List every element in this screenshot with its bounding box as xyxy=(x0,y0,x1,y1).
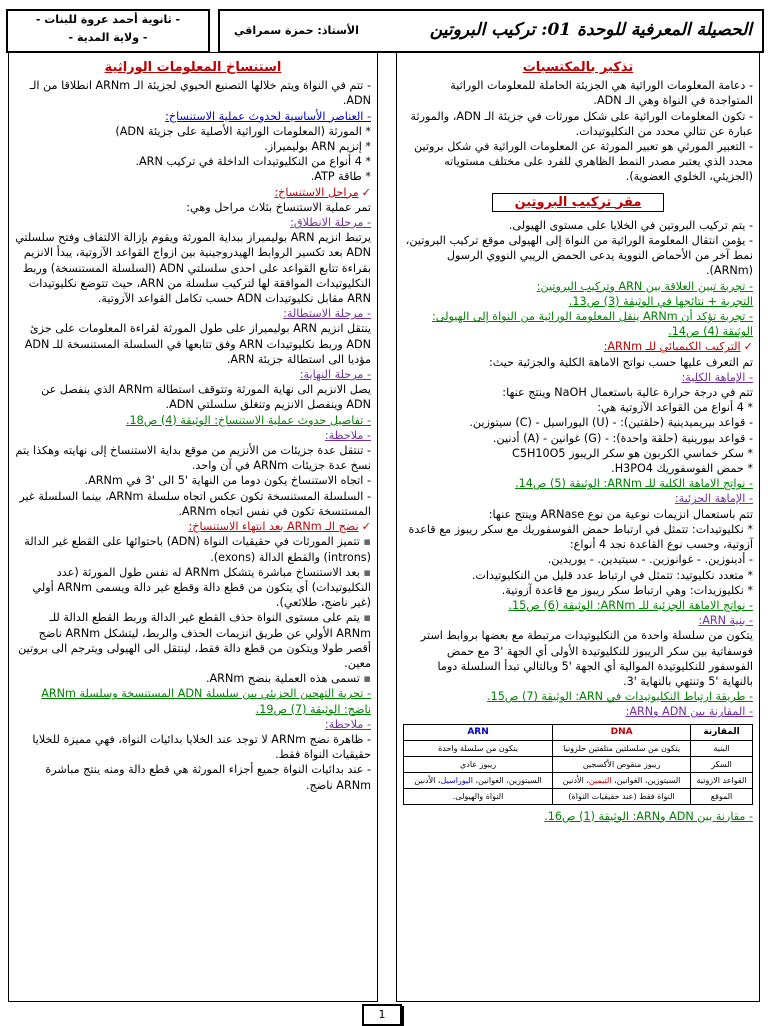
table-cell: يتكون من سلسلة واحدة xyxy=(404,740,553,756)
paragraph: * 4 أنواع من القواعد الآزوتية هي: xyxy=(597,401,753,415)
table-cell: النواة والهيولى. xyxy=(404,788,553,804)
base-list: ، الأدنين xyxy=(562,775,589,785)
paragraph: تتميز المورثات في حقيقيات النواة (ADN) باحتوائها على القطع غير الدالة (introns) والقطع الدالة (exons). xyxy=(24,535,371,564)
teacher-name: الأستاذ: حمزة سمراقي xyxy=(234,24,359,37)
paragraph: * 4 أنواع من النكليوتيدات الداخلة في تركيب ARN. xyxy=(135,155,371,169)
subheading: - الإماهة الجزئية: xyxy=(674,492,753,506)
document-reference: - تجربة تبين العلاقة بين ARN وتركيب البروتين: xyxy=(536,279,753,293)
paragraph: - عند بدائيات النواة جميع أجزاء المورثة هي قطع دالة ومنه ينتج مباشرة ARNm ناضج. xyxy=(45,763,371,792)
table-row xyxy=(404,788,753,804)
paragraph: يتكون من سلسلة واحدة من النكليوتيدات مرتبطة مع بعضها بروابط استر فوسفاتية بين سكر الريبوز للنكليوتيدة الأولى أي الجهة '3 مع حمض الفوسفور للنكليوتيدة الموالية أي الجهة '5 وبالتالي تبدأ السلسلة دوما بالنهاية '5 وتنتهي بالنهاية '3. xyxy=(420,629,753,688)
checkmark-icon: ✓ xyxy=(361,520,371,534)
table-header-row xyxy=(404,724,753,740)
page-number: 1 xyxy=(362,1004,402,1026)
table-cell: النواة فقط (عند حقيقيات النواة) xyxy=(553,788,691,804)
document-reference: - تجربة تؤكد أن ARNm ينقل المعلومة الوراثية من النواة إلى الهيولى: الوثيقة (4) ص14. xyxy=(431,310,753,339)
school-box xyxy=(6,9,210,53)
title-banner xyxy=(218,9,764,53)
document-title: الحصيلة المعرفية للوحدة 01: تركيب البروتين xyxy=(429,20,752,40)
paragraph: * متعدد نكليوتيد: تتمثل في ارتباط عدد قليل من النكليوتيدات. xyxy=(471,568,753,582)
paragraph: يتم على مستوى النواة حذف القطع غير الدالة وربط القطع الدالة للـ ARNm الأولي عن طريق انزيمات الحذف والربط، ليتشكل ARNm ناضج أقصر طولا ويتكون من قطع دالة فقط، لينتقل الى الهيولى ويترجم الى بروتين معين. xyxy=(18,611,371,670)
paragraph: يصل الانزيم الى نهاية المورثة وتتوقف استطالة ARNm الذي ينفصل عن ADN وينفصل الانزيم وتنغلق سلسلتي ADN. xyxy=(41,383,371,412)
subheading: نضج الـ ARNm بعد انتهاء الاستنساخ: xyxy=(188,520,359,534)
paragraph: * حمض الفوسفوريك H3PO4. xyxy=(611,462,753,476)
square-bullet-icon: ▪ xyxy=(359,611,371,625)
paragraph: * طاقة ATP. xyxy=(310,170,371,184)
subheading: - مرحلة النهاية: xyxy=(299,368,371,382)
paragraph: * إنزيم ARN بوليميراز. xyxy=(264,140,371,154)
paragraph: - يتم تركيب البروتين في الخلايا على مستوى الهيولى. xyxy=(508,218,753,232)
table-header: المقارنة xyxy=(691,724,753,740)
paragraph: - تكون المعلومات الوراثية على شكل مورثات في جزيئة الـ ADN، والمورثة عبارة عن تتالي محدد من النكليوتيدات. xyxy=(410,109,753,138)
table-cell: القواعد الازوتية xyxy=(691,772,753,788)
subheading: - ملاحظة: xyxy=(324,428,371,442)
square-bullet-icon: ▪ xyxy=(359,672,371,686)
paragraph: ينتقل انزيم ARN بوليميراز على طول المورثة لقراءة المعلومات على جزئ ADN وربط نكليوتيدات ARN وفق تتابعها في السلسلة المستنسخة للـ ADN مؤديا الى استطالة جزيئة ARN. xyxy=(24,322,371,366)
school-name: - ثانوية أحمد عروة للبنات - xyxy=(35,13,181,26)
section-title-transcription: استنساخ المعلومات الوراثية xyxy=(104,60,282,75)
base-highlight: اليوراسيل xyxy=(440,775,473,785)
base-list: السيتوزين، الغوانين، xyxy=(472,775,542,785)
table-header: ARN xyxy=(404,724,553,740)
paragraph: * المورثة (المعلومات الوراثية الأصلية على جزيئة ADN) xyxy=(115,124,371,138)
subheading: - العناصر الأساسية لحدوث عملية الاستنساخ: xyxy=(165,109,371,123)
square-bullet-icon: ▪ xyxy=(359,565,371,579)
subheading: - مرحلة الاستطالة: xyxy=(283,307,371,321)
paragraph: - أدينوزين. - غوانوزين. - سيتيدين. - يوريدين. xyxy=(547,553,753,567)
paragraph: - اتجاه الاستنساخ يكون دوما من النهاية '5 الى '3 في ARNm. xyxy=(84,474,371,488)
base-list: السيتوزين، الغوانين، xyxy=(611,775,681,785)
base-highlight: التيمين xyxy=(588,775,612,785)
paragraph: - قواعد بيريميدينية (حلقتين): - (U) اليوراسيل - (C) سيتوزين. xyxy=(469,416,753,430)
subheading: - المقارنة بين ADN وARN: xyxy=(625,705,753,719)
table-row xyxy=(404,772,753,788)
paragraph: - قواعد بيورينية (حلقة واحدة): - (G) غوانين - (A) أدنين. xyxy=(492,431,753,445)
document-reference: - نواتج الاماهة الكلية للـ ARNm: الوثيقة (5) ص14. xyxy=(515,477,753,491)
table-cell: السكر xyxy=(691,756,753,772)
paragraph: * سكر خماسي الكربون هو سكر الريبوز C5H10O5 xyxy=(512,446,753,460)
paragraph: بعد الاستنساخ مباشرة يتشكل ARNm له نفس طول المورثة (عدد النكليوتيدات) أي يتكون من قطع دالة وقطع غير دالة ويسمى ARNm أولي (غير ناضج، طلائعي). xyxy=(32,565,371,610)
document-reference: - تجربة التهجين الجزيئي بين سلسلة ADN المستنسخة وسلسلة ARNm ناضج: الوثيقة (7) ص19. xyxy=(41,687,371,716)
paragraph: يرتبط انزيم ARN بوليميراز ببداية المورثة ويقوم بإزالة الالتفاف وفتح سلسلتي ADN بعد تكسير الروابط الهيدروجينية بين ازواج القواعد الآزوتية، يبدأ الانزيم بقراءة تتابع القواعد على احدى سلسلتي ADN (السلسلة المستنسخة) وربط النكليوتيدات الموافقة لها لتركيب سلسلة من ARN، حيث تتوضع نكليوتيدات ARN مقابل نكليوتيدات ADN حسب تكامل القواعد الآزوتية. xyxy=(15,231,371,306)
paragraph: تمر عملية الاستنساخ بثلاث مراحل وهي: xyxy=(186,200,371,214)
document-reference: - تفاصيل حدوث عملية الاستنساخ: الوثيقة (4) ص18. xyxy=(125,413,371,427)
paragraph: - السلسلة المستنسخة تكون عكس اتجاه سلسلة ARNm، بينما السلسلة غير المستنسخة تكون في نفس اتجاه ARNm. xyxy=(19,489,371,518)
table-row xyxy=(404,740,753,756)
table-cell: ريبوز عادي xyxy=(404,756,553,772)
school-province: - ولاية المدية - xyxy=(68,31,148,44)
checkmark-icon: ✓ xyxy=(361,185,371,199)
section-title-recall: تذكير بالمكتسبات xyxy=(522,60,634,75)
subheading: - مرحلة الانطلاق: xyxy=(290,216,371,230)
paragraph: - ظاهرة نضج ARNm لا توجد عند الخلايا بدائيات النواة، فهي مميزة للخلايا حقيقيات النواة فقط. xyxy=(32,732,371,762)
paragraph: * نكليوتيدات: تتمثل في ارتباط حمض الفوسفوريك مع سكر ريبوز مع قاعدة آزوتية، وحسب نوع القاعدة نجد 4 أنواع: xyxy=(408,522,753,552)
table-cell xyxy=(553,772,691,788)
checkmark-icon: ✓ xyxy=(743,340,753,354)
subheading: - الإماهة الكلية: xyxy=(681,370,753,384)
paragraph: - يؤمن انتقال المعلومة الوراثية من النواة إلى الهيولى موقع تركيب البروتين، نمط آخر من الأحماض النووية يدعى الحمض الريبي النووي الرسول (ARNm). xyxy=(405,234,753,278)
comparison-table xyxy=(403,724,753,805)
paragraph: - تتم في النواة ويتم خلالها التصنيع الحيوي لجزيئة الـ ARNm انطلاقا من الـ ADN. xyxy=(29,79,371,108)
paragraph: تسمى هذه العملية بنضج ARNm. xyxy=(205,672,360,686)
base-list: ، الأدنين xyxy=(414,775,441,785)
subheading: - ملاحظة: xyxy=(324,717,371,731)
left-column xyxy=(8,52,378,1002)
document-reference: التجربة + نتائجها في الوثيقة (3) ص13. xyxy=(568,294,753,308)
paragraph: تتم في درجة حرارة عالية باستعمال NaOH وينتج عنها: xyxy=(502,386,753,400)
subheading: - بنية ARN: xyxy=(698,614,753,628)
document-reference: - طريقة ارتباط النكليوتيدات في ARN: الوثيقة (7) ص15. xyxy=(487,690,753,704)
paragraph: تتم باستعمال انزيمات نوعية من نوع ARNase وينتج عنها: xyxy=(488,507,753,521)
table-cell: البنية xyxy=(691,740,753,756)
table-cell xyxy=(404,772,553,788)
paragraph: - دعامة المعلومات الوراثية هي الجزيئة الحاملة للمعلومات الوراثية المتواجدة في النواة وهي الـ ADN. xyxy=(450,79,753,108)
paragraph: * نكليوزيدات: وهي ارتباط سكر ريبوز مع قاعدة آزوتية. xyxy=(501,583,753,597)
table-cell: ريبوز منقوص الأكسجين xyxy=(553,756,691,772)
right-column xyxy=(396,52,760,1002)
subheading: التركيب الكيميائي للـ ARNm: xyxy=(603,340,741,354)
paragraph: تم التعرف عليها حسب نواتج الاماهة الكلية والجزئية حيث: xyxy=(488,355,753,369)
subheading: مراحل الاستنساخ: xyxy=(274,185,359,199)
table-cell: يتكون من سلسلتين متلفتين حلزونيا xyxy=(553,740,691,756)
table-cell: الموقع xyxy=(691,788,753,804)
document-reference: - نواتج الاماهة الجزئية للـ ARNm: الوثيقة (6) ص15. xyxy=(508,598,753,612)
table-row xyxy=(404,756,753,772)
square-bullet-icon: ▪ xyxy=(359,535,371,549)
section-title-synthesis-site: مقر تركيب البروتين xyxy=(492,193,664,212)
paragraph: - التعبير المورثي هو تعبير المورثة عن المعلومات الوراثية في شكل بروتين محدد الذي يعتبر مصدر النمط الظاهري للفرد على مختلف مستوياته (الجزيئي، الخلوي العضوية). xyxy=(413,140,753,184)
paragraph: - تنتقل عدة جزيئات من الأنزيم من موقع بداية الاستنساخ إلى نهايته وهكذا يتم نسخ عدة جزيئات ARNm في آن واحد. xyxy=(15,444,371,473)
document-reference: - مقارنة بين ADN وARN: الوثيقة (1) ص16. xyxy=(544,809,753,823)
table-header: DNA xyxy=(553,724,691,740)
